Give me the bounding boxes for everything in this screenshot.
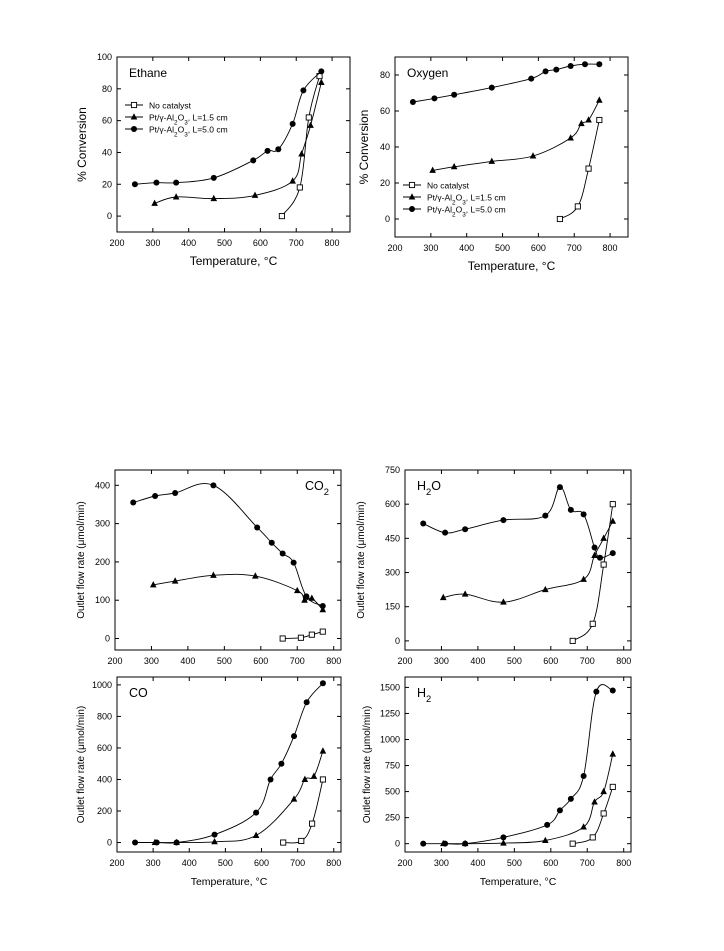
y-tick-label: 40 <box>101 147 112 158</box>
series-2-point <box>544 822 550 828</box>
x-tick-label: 400 <box>181 238 197 248</box>
series-0-point <box>557 216 562 221</box>
y-tick-label: 60 <box>101 115 112 126</box>
x-tick-label: 400 <box>470 656 486 666</box>
x-tick-label: 800 <box>326 656 342 666</box>
y-axis-label: Outlet flow rate (μmol/min) <box>356 501 367 619</box>
series-1-point <box>320 747 327 753</box>
y-tick-label: 200 <box>96 806 112 817</box>
ethane-conversion-chart <box>75 52 350 268</box>
series-2-point <box>557 484 563 490</box>
y-tick-label: 300 <box>384 567 400 578</box>
series-1-point <box>596 96 603 102</box>
series-1-point <box>318 79 325 85</box>
y-tick-label: 1000 <box>91 679 112 690</box>
series-0-point <box>309 632 314 637</box>
series-2-point <box>132 840 138 846</box>
y-tick-label: 1250 <box>379 708 400 719</box>
series-2-point <box>528 76 534 82</box>
co-flow-chart <box>76 677 341 888</box>
series-0-point <box>298 635 303 640</box>
series-1-point <box>600 788 607 794</box>
series-2-point <box>410 99 416 105</box>
series-2-point <box>280 550 286 556</box>
series-2-point <box>172 490 178 496</box>
series-2-point <box>420 521 426 527</box>
legend-marker <box>409 182 414 187</box>
panel-title: Oxygen <box>407 66 449 80</box>
y-tick-label: 0 <box>394 635 400 646</box>
y-axis-label: % Conversion <box>357 109 371 185</box>
series-0-point <box>610 784 615 789</box>
y-axis-label: Outlet flow rate (μmol/min) <box>76 501 87 619</box>
x-tick-label: 700 <box>289 656 305 666</box>
series-2-point <box>557 807 563 813</box>
y-tick-label: 40 <box>379 142 390 152</box>
series-2-point <box>268 776 274 782</box>
panel-title: $H_2O$ <box>417 479 441 497</box>
y-tick-label: 20 <box>379 178 390 188</box>
series-2-point <box>581 511 587 517</box>
series-1-point <box>580 823 587 829</box>
series-2-point <box>597 555 603 561</box>
x-tick-label: 600 <box>254 858 270 868</box>
x-tick-label: 500 <box>506 656 522 666</box>
x-tick-label: 200 <box>109 858 125 868</box>
x-tick-label: 800 <box>324 238 340 248</box>
legend-marker <box>131 102 136 107</box>
x-tick-label: 500 <box>506 858 522 868</box>
y-tick-label: 800 <box>96 711 112 722</box>
y-tick-label: 80 <box>101 83 112 94</box>
series-2-point <box>320 603 326 609</box>
series-2-point <box>291 733 297 739</box>
x-tick-label: 500 <box>217 858 233 868</box>
series-2-point <box>442 841 448 847</box>
y-tick-label: 60 <box>379 106 390 116</box>
series-0-point <box>280 636 285 641</box>
series-2-point <box>265 148 271 154</box>
panel-title: $H_2$ <box>417 686 432 704</box>
legend-label: $Pt/\gamma-Al_2O_3$, L=5.0 cm <box>427 204 506 218</box>
y-tick-label: 500 <box>384 786 400 797</box>
y-tick-label: 100 <box>94 595 110 606</box>
x-tick-label: 800 <box>616 656 632 666</box>
series-2-point <box>290 121 296 127</box>
series-2-point <box>153 180 159 186</box>
x-tick-label: 700 <box>579 858 595 868</box>
x-tick-label: 400 <box>180 656 196 666</box>
x-tick-label: 400 <box>470 858 486 868</box>
y-tick-label: 450 <box>384 533 400 544</box>
x-tick-label: 300 <box>423 243 439 253</box>
x-axis-label: Temperature, °C <box>190 876 268 888</box>
y-tick-label: 400 <box>94 480 110 491</box>
series-2-point <box>431 95 437 101</box>
x-tick-label: 200 <box>397 858 413 868</box>
series-2-line <box>133 484 323 606</box>
series-2-point <box>500 517 506 523</box>
series-1-point <box>210 195 217 201</box>
y-tick-label: 750 <box>384 760 400 771</box>
h2-flow-chart <box>362 677 631 888</box>
series-1-line <box>155 751 323 842</box>
series-0-point <box>590 835 595 840</box>
y-tick-label: 750 <box>384 465 400 475</box>
series-1-point <box>311 773 318 779</box>
series-2-point <box>253 810 259 816</box>
series-2-point <box>173 180 179 186</box>
x-tick-label: 700 <box>579 656 595 666</box>
x-tick-label: 200 <box>397 656 413 666</box>
y-tick-label: 0 <box>106 837 112 848</box>
x-tick-label: 600 <box>543 656 559 666</box>
y-axis-label: % Conversion <box>75 107 89 182</box>
series-1-point <box>578 120 585 126</box>
y-tick-label: 1000 <box>379 734 400 745</box>
series-2-point <box>462 526 468 532</box>
y-tick-label: 20 <box>101 179 112 190</box>
y-tick-label: 80 <box>379 70 390 80</box>
series-2-point <box>593 689 599 695</box>
series-2-line <box>423 487 613 558</box>
series-1-line <box>433 100 600 170</box>
series-0-point <box>601 811 606 816</box>
series-0-line <box>573 504 613 641</box>
series-2-point <box>543 68 549 74</box>
series-2-point <box>462 841 468 847</box>
co2-flow-chart <box>76 470 341 666</box>
series-1-point <box>253 832 260 838</box>
plot-frame <box>405 470 631 650</box>
series-0-point <box>320 629 325 634</box>
x-tick-label: 500 <box>217 238 233 248</box>
series-2-line <box>423 685 613 845</box>
series-2-point <box>130 500 136 506</box>
series-0-point <box>575 204 580 209</box>
series-2-point <box>568 796 574 802</box>
series-2-point <box>154 840 160 846</box>
series-0-point <box>279 213 284 218</box>
y-tick-label: 0 <box>104 633 110 644</box>
series-2-point <box>500 834 506 840</box>
legend-label: No catalyst <box>427 180 470 191</box>
series-2-point <box>489 85 495 91</box>
x-tick-label: 600 <box>543 858 559 868</box>
series-0-point <box>306 115 311 120</box>
x-tick-label: 800 <box>602 243 618 253</box>
series-0-point <box>586 166 591 171</box>
x-axis-label: Temperature, °C <box>467 259 556 273</box>
series-1-point <box>462 590 469 596</box>
series-2-point <box>581 773 587 779</box>
series-2-point <box>278 761 284 767</box>
oxygen-conversion-chart <box>357 57 628 273</box>
series-0-point <box>601 562 606 567</box>
x-tick-label: 700 <box>566 243 582 253</box>
series-2-point <box>568 63 574 69</box>
y-tick-label: 600 <box>96 742 112 753</box>
series-0-point <box>281 840 286 845</box>
legend-marker <box>131 113 138 119</box>
series-2-point <box>254 524 260 530</box>
plot-frame <box>115 470 341 650</box>
series-2-point <box>582 61 588 67</box>
series-2-point <box>318 68 324 74</box>
series-0-point <box>320 777 325 782</box>
series-2-point <box>542 513 548 519</box>
h2o-flow-chart <box>356 465 631 666</box>
series-0-point <box>590 621 595 626</box>
series-2-point <box>269 540 275 546</box>
series-2-point <box>212 832 218 838</box>
series-1-point <box>173 193 180 199</box>
series-2-point <box>275 146 281 152</box>
series-0-point <box>570 638 575 643</box>
x-tick-label: 800 <box>326 858 342 868</box>
series-2-point <box>451 92 457 98</box>
x-tick-label: 800 <box>616 858 632 868</box>
series-1-point <box>500 598 507 604</box>
x-tick-label: 500 <box>495 243 511 253</box>
x-tick-label: 200 <box>387 243 403 253</box>
x-tick-label: 500 <box>216 656 232 666</box>
series-2-point <box>250 157 256 163</box>
y-axis-label: Outlet flow rate (μmol/min) <box>362 705 373 824</box>
series-0-point <box>299 838 304 843</box>
series-2-point <box>304 699 310 705</box>
series-2-point <box>303 593 309 599</box>
legend-label: $Pt/\gamma-Al_2O_3$, L=1.5 cm <box>427 192 506 206</box>
y-axis-label: Outlet flow rate (μmol/min) <box>76 705 87 824</box>
series-2-point <box>210 482 216 488</box>
series-0-point <box>309 821 314 826</box>
series-2-point <box>300 87 306 93</box>
x-tick-label: 300 <box>143 656 159 666</box>
series-2-point <box>152 493 158 499</box>
series-1-point <box>302 776 309 782</box>
y-tick-label: 0 <box>106 211 112 222</box>
series-2-line <box>135 683 323 843</box>
series-1-point <box>580 576 587 582</box>
series-0-point <box>597 117 602 122</box>
series-2-point <box>592 544 598 550</box>
panel-title: Ethane <box>129 66 168 80</box>
legend-label: $Pt/\gamma-Al_2O_3$, L=1.5 cm <box>149 112 228 126</box>
series-1-line <box>443 754 613 844</box>
legend-marker <box>409 206 415 212</box>
y-tick-label: 400 <box>96 774 112 785</box>
series-1-line <box>443 521 613 602</box>
series-1-point <box>600 535 607 541</box>
y-tick-label: 250 <box>384 812 400 823</box>
series-1-point <box>609 750 616 756</box>
x-tick-label: 600 <box>253 656 269 666</box>
series-2-point <box>553 67 559 73</box>
panel-title: $CO_2$ <box>305 479 329 497</box>
x-tick-label: 300 <box>145 858 161 868</box>
x-tick-label: 300 <box>433 858 449 868</box>
series-2-point <box>442 530 448 536</box>
series-1-point <box>294 587 301 593</box>
series-0-point <box>570 841 575 846</box>
x-tick-label: 600 <box>530 243 546 253</box>
x-tick-label: 200 <box>109 238 125 248</box>
x-tick-label: 400 <box>459 243 475 253</box>
series-2-point <box>291 560 297 566</box>
series-1-point <box>298 150 305 156</box>
series-2-point <box>568 507 574 513</box>
series-1-point <box>210 572 217 578</box>
y-tick-label: 1500 <box>379 682 400 693</box>
x-axis-label: Temperature, °C <box>189 254 278 268</box>
x-tick-label: 700 <box>290 858 306 868</box>
y-tick-label: 150 <box>384 601 400 612</box>
x-tick-label: 600 <box>252 238 268 248</box>
series-2-point <box>132 181 138 187</box>
y-tick-label: 600 <box>384 499 400 510</box>
series-2-point <box>211 175 217 181</box>
series-2-point <box>610 688 616 694</box>
x-tick-label: 200 <box>107 656 123 666</box>
series-2-point <box>420 841 426 847</box>
y-tick-label: 0 <box>384 214 390 224</box>
series-0-line <box>283 780 323 843</box>
series-2-point <box>596 61 602 67</box>
legend-label: No catalyst <box>149 100 192 111</box>
legend-marker <box>409 193 416 199</box>
x-axis-label: Temperature, °C <box>479 876 557 888</box>
plot-frame <box>405 677 631 852</box>
y-tick-label: 300 <box>94 518 110 529</box>
x-tick-label: 300 <box>433 656 449 666</box>
series-2-point <box>174 840 180 846</box>
y-tick-label: 200 <box>94 556 110 567</box>
x-tick-label: 700 <box>288 238 304 248</box>
y-tick-label: 0 <box>394 838 400 849</box>
x-tick-label: 400 <box>181 858 197 868</box>
series-2-point <box>610 550 616 556</box>
series-0-point <box>297 185 302 190</box>
panel-title: CO <box>129 686 148 700</box>
series-1-point <box>567 134 574 140</box>
y-tick-label: 100 <box>96 52 112 62</box>
series-2-point <box>320 680 326 686</box>
x-tick-label: 300 <box>145 238 161 248</box>
legend-marker <box>131 126 137 132</box>
series-1-point <box>211 838 218 844</box>
legend-label: $Pt/\gamma-Al_2O_3$, L=5.0 cm <box>149 124 228 138</box>
series-0-point <box>610 502 615 507</box>
